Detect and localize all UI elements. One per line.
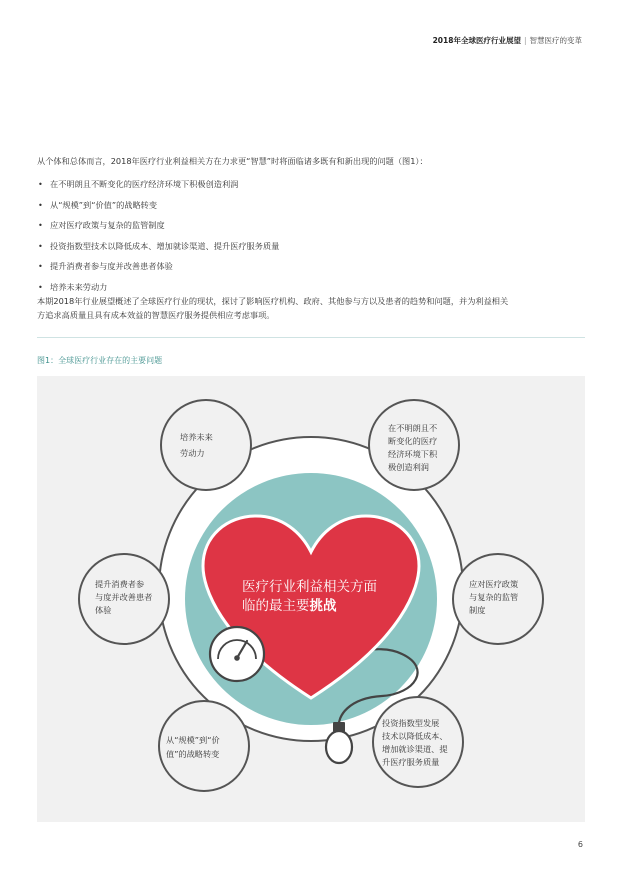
circle-label-line: 极创造利润 <box>388 462 429 472</box>
list-item <box>37 174 585 195</box>
circle-label-line: 劳动力 <box>180 448 205 458</box>
list-item-text: 投资指数型技术以降低成本、增加就诊渠道、提升医疗服务质量 <box>50 240 280 251</box>
list-item <box>37 236 585 257</box>
circle-label-line: 经济环境下积 <box>388 449 438 459</box>
circle-label-line: 值”的战略转变 <box>166 749 220 759</box>
list-item <box>37 256 585 277</box>
bullet-icon: • <box>38 199 43 210</box>
bullet-icon: • <box>38 179 43 189</box>
circle-label-line: 升医疗服务质量 <box>382 757 440 767</box>
section-divider <box>37 337 585 338</box>
list-item <box>37 195 585 216</box>
summary-line: 本期2018年行业展望概述了全球医疗行业的现状，探讨了影响医疗机构、政府、其他参与方以及患者的趋势和问题，并为利益相关 <box>37 296 509 306</box>
figure-panel <box>37 376 585 822</box>
bullet-icon: • <box>38 240 43 251</box>
bullet-icon: • <box>38 261 43 271</box>
list-item <box>37 215 585 236</box>
center-text-emphasis: 挑战 <box>309 598 337 614</box>
list-item-text: 在不明朗且不断变化的医疗经济环境下积极创造利润 <box>50 179 239 189</box>
intro-paragraph: 从个体和总体而言，2018年医疗行业利益相关方在力求更“智慧”时将面临诸多既有和新出现的问题（图1）： <box>37 156 428 166</box>
summary-paragraph <box>37 294 589 322</box>
circle-label-line: 培养未来 <box>180 432 213 442</box>
issues-diagram <box>37 376 585 822</box>
issue-circle-value <box>159 701 249 791</box>
circle-label-line: 体验 <box>95 605 112 615</box>
issue-circle-consumer <box>79 554 169 644</box>
issue-list <box>37 174 585 297</box>
circle-label-line: 从“规模”到“价 <box>166 735 220 745</box>
gauge-icon <box>210 627 264 681</box>
page-number: 6 <box>577 840 583 849</box>
list-item-text: 应对医疗政策与复杂的监管制度 <box>50 220 165 230</box>
list-item-text: 培养未来劳动力 <box>50 281 108 292</box>
center-text-main: 临的最主要 <box>242 598 310 614</box>
center-text-line2 <box>242 597 337 614</box>
issue-circle-profit <box>369 400 459 490</box>
circle-label-line: 增加就诊渠道、提 <box>382 744 448 754</box>
circle-label-line: 应对医疗政策 <box>469 579 519 589</box>
list-item-text: 从“规模”到“价值”的战略转变 <box>50 199 158 210</box>
report-title: 2018年全球医疗行业展望 <box>432 36 521 45</box>
issue-circle-technology <box>373 697 463 787</box>
summary-line: 方追求高质量且具有成本效益的智慧医疗服务提供相应考虑事项。 <box>37 310 275 320</box>
figure-title: 图1：全球医疗行业存在的主要问题 <box>37 356 163 365</box>
header-separator: | <box>523 36 527 45</box>
issue-circle-workforce <box>161 400 251 490</box>
circle-label-line: 断变化的医疗 <box>388 436 438 446</box>
bullet-icon: • <box>38 220 43 230</box>
circle-label-line: 技术以降低成本、 <box>382 731 448 741</box>
issue-circle-regulation <box>453 554 543 644</box>
list-item-text: 提升消费者参与度并改善患者体验 <box>50 261 173 271</box>
circle-label-line: 与度并改善患者 <box>95 592 153 602</box>
bullet-icon: • <box>38 281 43 292</box>
circle-label-line: 投资指数型发展 <box>382 718 440 728</box>
circle-label-line: 提升消费者参 <box>95 579 145 589</box>
report-subtitle: 智慧医疗的变革 <box>529 36 582 45</box>
circle-label-line: 制度 <box>469 605 486 615</box>
circle-label-line: 在不明朗且不 <box>388 423 438 433</box>
circle-label-line: 与复杂的监管 <box>469 592 519 602</box>
center-text-line1: 医疗行业利益相关方面 <box>242 579 377 595</box>
page-header <box>433 35 582 46</box>
